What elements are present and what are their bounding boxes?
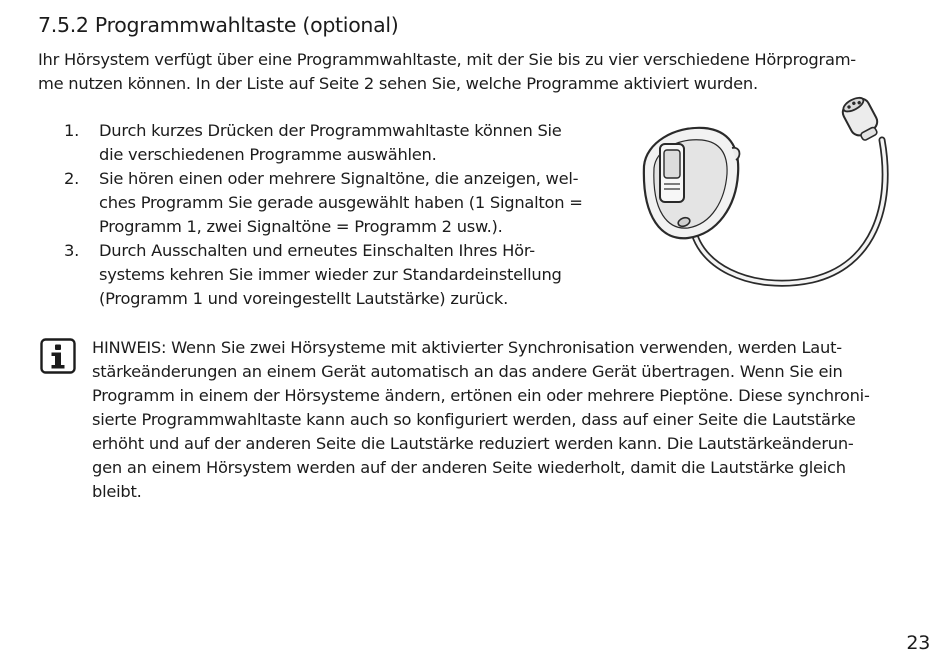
note-line: Programm in einem der Hörsysteme ändern, ertönen ein oder mehrere Pieptöne. Diese synchroni- xyxy=(92,386,870,405)
note-line: bleibt. xyxy=(92,482,142,501)
note-label: HINWEIS xyxy=(92,338,161,357)
program-button xyxy=(660,144,684,202)
step-item xyxy=(58,167,618,239)
note-line: sierte Programmwahltaste kann auch so konfiguriert werden, dass auf einer Seite die Lautstärke xyxy=(92,410,856,429)
step-line: Durch kurzes Drücken der Programmwahltaste können Sie xyxy=(99,121,562,140)
step-number: 3. xyxy=(64,241,80,260)
intro-line: Ihr Hörsystem verfügt über eine Programmwahltaste, mit der Sie bis zu vier verschiedene Hörprogram- xyxy=(38,50,856,69)
step-line: ches Programm Sie gerade ausgewählt haben (1 Signalton = xyxy=(99,193,583,212)
step-number: 2. xyxy=(64,169,80,188)
note-line: erhöht und auf der anderen Seite die Lautstärke reduziert werden kann. Die Lautstärkeänderun- xyxy=(92,434,854,453)
intro-line: me nutzen können. In der Liste auf Seite 2 sehen Sie, welche Programme aktiviert wurden. xyxy=(38,74,758,93)
step-line: Durch Ausschalten und erneutes Einschalten Ihres Hör- xyxy=(99,241,535,260)
note-first-line xyxy=(92,336,932,360)
step-line: Programm 1, zwei Signaltöne = Programm 2 usw.). xyxy=(99,217,503,236)
steps-list xyxy=(58,119,618,311)
step-line: (Programm 1 und voreingestellt Lautstärke) zurück. xyxy=(99,289,509,308)
step-item xyxy=(58,239,618,311)
note-paragraph xyxy=(92,336,932,504)
hearing-aid-illustration xyxy=(632,88,898,288)
step-item xyxy=(58,119,618,167)
note-line: gen an einem Hörsystem werden auf der anderen Seite wiederholt, damit die Lautstärke gleich xyxy=(92,458,846,477)
step-number: 1. xyxy=(64,121,80,140)
section-title: 7.5.2 Programmwahltaste (optional) xyxy=(38,13,399,37)
info-icon xyxy=(40,338,76,374)
step-line: systems kehren Sie immer wieder zur Standardeinstellung xyxy=(99,265,562,284)
note-line: stärkeänderungen an einem Gerät automatisch an das andere Gerät übertragen. Wenn Sie ein xyxy=(92,362,843,381)
page-number: 23 xyxy=(906,632,930,654)
step-line: die verschiedenen Programme auswählen. xyxy=(99,145,437,164)
step-line: Sie hören einen oder mehrere Signaltöne, die anzeigen, wel- xyxy=(99,169,579,188)
receiver-tip xyxy=(839,94,883,144)
note-text: : Wenn Sie zwei Hörsysteme mit aktivierter Synchronisation verwenden, werden Laut- xyxy=(161,338,842,357)
